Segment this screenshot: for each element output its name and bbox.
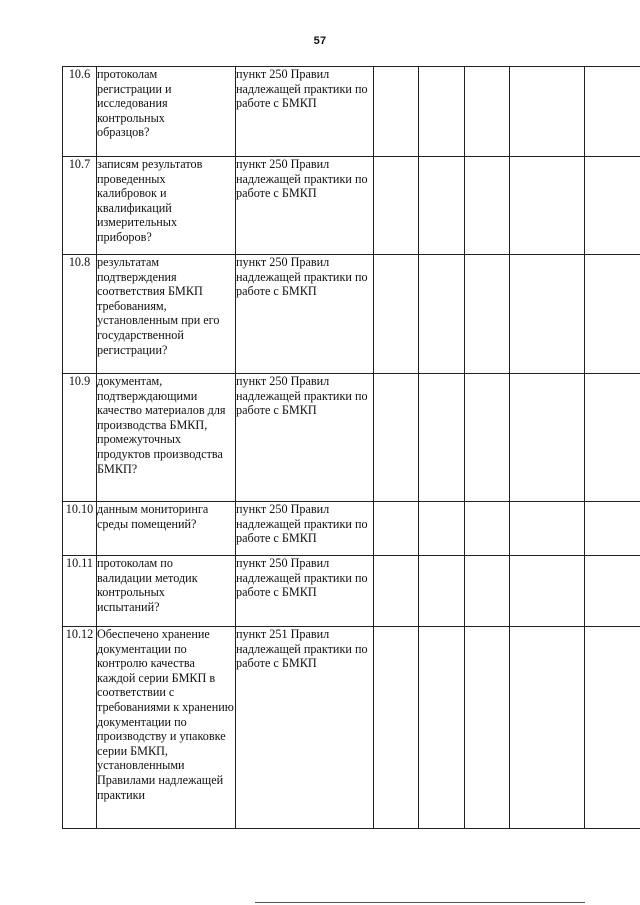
answer-cell-no[interactable]: [419, 556, 465, 627]
answer-cell-yes[interactable]: [374, 255, 419, 374]
row-reference: пункт 250 Правил надлежащей практики по работе с БМКП: [236, 157, 374, 255]
answer-cell-yes[interactable]: [374, 556, 419, 627]
answer-cell-no[interactable]: [419, 67, 465, 157]
notes-cell[interactable]: [510, 67, 585, 157]
checklist-table: [62, 66, 640, 829]
notes-cell[interactable]: [510, 255, 585, 374]
answer-cell-no[interactable]: [419, 502, 465, 556]
answer-cell-no[interactable]: [419, 255, 465, 374]
notes-cell[interactable]: [510, 157, 585, 255]
answer-cell-no[interactable]: [419, 374, 465, 502]
remarks-cell[interactable]: [585, 255, 640, 374]
remarks-cell[interactable]: [585, 556, 640, 627]
table-row: [63, 556, 640, 627]
answer-cell-na[interactable]: [465, 627, 510, 829]
row-question: протоколам по валидации методик контрольных испытаний?: [97, 556, 236, 627]
answer-cell-yes[interactable]: [374, 374, 419, 502]
remarks-cell[interactable]: [585, 374, 640, 502]
table-row: [63, 502, 640, 556]
answer-cell-na[interactable]: [465, 67, 510, 157]
bottom-rule: [255, 902, 585, 903]
row-number: 10.11: [63, 556, 97, 627]
notes-cell[interactable]: [510, 374, 585, 502]
table-row: [63, 374, 640, 502]
notes-cell[interactable]: [510, 502, 585, 556]
answer-cell-yes[interactable]: [374, 157, 419, 255]
remarks-cell[interactable]: [585, 157, 640, 255]
answer-cell-na[interactable]: [465, 157, 510, 255]
row-reference: пункт 250 Правил надлежащей практики по работе с БМКП: [236, 502, 374, 556]
answer-cell-no[interactable]: [419, 157, 465, 255]
remarks-cell[interactable]: [585, 627, 640, 829]
row-number: 10.8: [63, 255, 97, 374]
notes-cell[interactable]: [510, 627, 585, 829]
row-number: 10.10: [63, 502, 97, 556]
answer-cell-yes[interactable]: [374, 627, 419, 829]
row-reference: пункт 251 Правил надлежащей практики по работе с БМКП: [236, 627, 374, 829]
row-reference: пункт 250 Правил надлежащей практики по работе с БМКП: [236, 556, 374, 627]
page-number: 57: [313, 35, 327, 47]
row-number: 10.12: [63, 627, 97, 829]
row-question: записям результатов проведенных калибровок и квалификаций измерительных приборов?: [97, 157, 236, 255]
row-question: протоколам регистрации и исследования контрольных образцов?: [97, 67, 236, 157]
answer-cell-no[interactable]: [419, 627, 465, 829]
row-number: 10.9: [63, 374, 97, 502]
answer-cell-na[interactable]: [465, 502, 510, 556]
answer-cell-yes[interactable]: [374, 67, 419, 157]
notes-cell[interactable]: [510, 556, 585, 627]
row-reference: пункт 250 Правил надлежащей практики по работе с БМКП: [236, 374, 374, 502]
row-question: результатам подтверждения соответствия БМКП требованиям, установленным при его государственной регистрации?: [97, 255, 236, 374]
answer-cell-yes[interactable]: [374, 502, 419, 556]
table-row: [63, 255, 640, 374]
remarks-cell[interactable]: [585, 67, 640, 157]
table-row: [63, 627, 640, 829]
answer-cell-na[interactable]: [465, 255, 510, 374]
row-number: 10.7: [63, 157, 97, 255]
table-row: [63, 157, 640, 255]
row-reference: пункт 250 Правил надлежащей практики по работе с БМКП: [236, 255, 374, 374]
row-number: 10.6: [63, 67, 97, 157]
row-question: Обеспечено хранение документации по контролю качества каждой серии БМКП в соответствии с требованиями к хранению документации по производству и упаковке серии БМКП, установленными Правилами надлежащей практики: [97, 627, 236, 829]
row-question: документам, подтверждающими качество материалов для производства БМКП, промежуточных продуктов производства БМКП?: [97, 374, 236, 502]
remarks-cell[interactable]: [585, 502, 640, 556]
row-question: данным мониторинга среды помещений?: [97, 502, 236, 556]
table-row: [63, 67, 640, 157]
answer-cell-na[interactable]: [465, 556, 510, 627]
answer-cell-na[interactable]: [465, 374, 510, 502]
row-reference: пункт 250 Правил надлежащей практики по работе с БМКП: [236, 67, 374, 157]
